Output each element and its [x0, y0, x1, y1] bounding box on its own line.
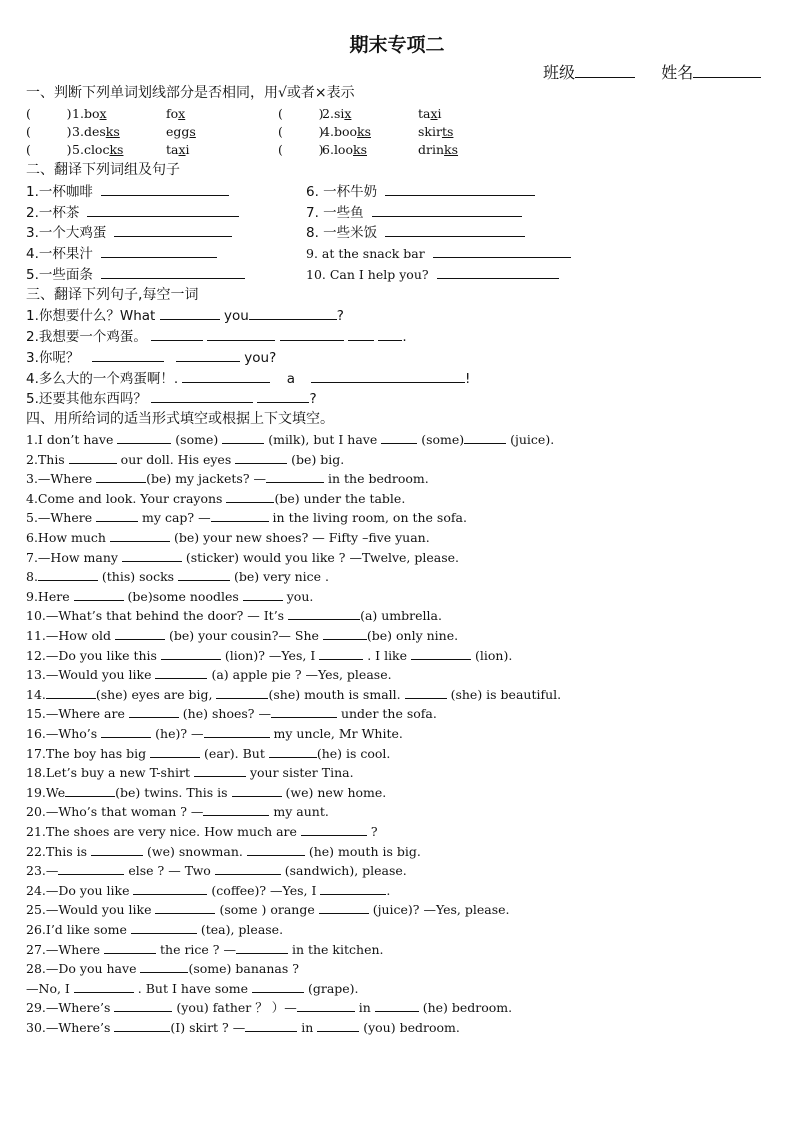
item-text: 13.—Would you like	[26, 667, 156, 683]
item-text: (she) is beautiful.	[446, 686, 562, 702]
item-text: (we) new home.	[281, 784, 387, 800]
item-text: 24.—Do you like	[26, 882, 134, 898]
fill-in-item	[26, 509, 467, 526]
item-text: (tea), please.	[196, 922, 284, 937]
item-text: (coffee)? —Yes, I	[207, 882, 321, 898]
answer-blank[interactable]	[204, 725, 270, 738]
answer-blank[interactable]	[117, 431, 171, 444]
answer-blank[interactable]	[114, 999, 172, 1012]
item-text: 9.Here	[26, 588, 74, 604]
answer-blank[interactable]	[319, 901, 369, 914]
s3-question-3	[26, 349, 276, 366]
answer-blank[interactable]	[269, 745, 317, 758]
item-text: (some)	[417, 432, 465, 447]
item-text: my uncle, Mr White.	[269, 726, 403, 741]
fill-in-item	[26, 901, 510, 918]
item-text: (be) my jackets? —	[146, 471, 267, 487]
item-text: 27.—Where	[26, 941, 105, 957]
translate-item-2	[26, 204, 239, 221]
s3-q4-a: a	[286, 371, 296, 387]
answer-blank[interactable]	[96, 509, 138, 522]
item-text: (be) twins. This is	[115, 784, 232, 800]
fill-in-item	[26, 999, 512, 1016]
item-text: (be) big.	[287, 451, 345, 467]
item-text: in the kitchen.	[287, 941, 384, 957]
answer-blank[interactable]	[378, 328, 402, 341]
answer-blank[interactable]	[69, 451, 117, 464]
item-text: 6. 一杯牛奶	[306, 184, 378, 200]
fill-in-item	[26, 960, 299, 977]
fill-in-item	[26, 862, 407, 879]
answer-blank[interactable]	[372, 204, 522, 217]
section3-heading: 三、翻译下列句子,每空一词	[26, 287, 199, 303]
answer-blank[interactable]	[74, 588, 124, 601]
class-blank[interactable]	[575, 63, 635, 78]
item-text: (he)? —	[151, 726, 204, 741]
item-text: 23.—	[26, 863, 59, 879]
fill-in-item	[26, 647, 512, 664]
item-text: your sister Tina.	[245, 765, 354, 781]
answer-blank[interactable]	[464, 431, 506, 444]
fill-in-item	[26, 568, 329, 585]
item-text: (he) bedroom.	[418, 1000, 513, 1016]
item-text: else ? — Two	[124, 863, 215, 879]
item-text: 12.—Do you like this	[26, 647, 161, 663]
item-text: 1.I don’t have	[26, 432, 118, 447]
answer-blank[interactable]	[411, 647, 471, 660]
item-text: 8. 一些米饭	[306, 225, 378, 241]
fill-in-item	[26, 627, 458, 644]
answer-blank[interactable]	[375, 999, 419, 1012]
translate-item-1	[26, 183, 229, 200]
item-text: under the sofa.	[336, 706, 437, 722]
answer-blank[interactable]	[151, 328, 203, 341]
translate-item-8	[306, 224, 525, 241]
item-text: 10. Can I help you?	[306, 267, 429, 282]
answer-blank[interactable]	[114, 1019, 170, 1032]
item-text: (some) bananas ?	[188, 961, 299, 977]
item-text: (we) snowman.	[143, 843, 247, 859]
item-text: 30.—Where’s	[26, 1020, 115, 1035]
s3-q1-end: ?	[336, 308, 344, 324]
answer-blank[interactable]	[317, 1019, 359, 1032]
item-text: 26.I’d like some	[26, 922, 131, 937]
answer-blank[interactable]	[207, 328, 275, 341]
item-text: (juice).	[506, 432, 555, 447]
item-text: 15.—Where are	[26, 706, 129, 722]
item-text: (lion).	[471, 647, 513, 663]
s3-q2-text: 2.我想要一个鸡蛋。	[26, 329, 147, 345]
answer-blank[interactable]	[222, 431, 264, 444]
judge-paren-blank[interactable]: ( )	[278, 142, 324, 157]
translate-item-10	[306, 266, 559, 283]
underlined-part: x	[344, 106, 352, 121]
translate-item-5	[26, 266, 245, 283]
judge-paren-blank[interactable]: ( )	[26, 106, 72, 121]
translate-item-7	[306, 204, 522, 221]
item-text: .	[386, 882, 391, 898]
judge-word-2: eggs	[166, 124, 196, 139]
underlined-part: ks	[109, 142, 124, 157]
judge-word-1: 4.books	[322, 124, 371, 139]
answer-blank[interactable]	[178, 568, 230, 581]
s3-q3-you: you?	[244, 350, 277, 366]
fill-in-item	[26, 451, 344, 468]
translate-item-3	[26, 224, 232, 241]
fill-in-item	[26, 529, 430, 546]
item-text: 3.—Where	[26, 471, 97, 487]
answer-blank[interactable]	[348, 328, 374, 341]
item-text: (she) eyes are big,	[95, 686, 217, 702]
judge-number: 6.	[322, 142, 334, 157]
item-text: 29.—Where’s	[26, 1000, 115, 1016]
answer-blank[interactable]	[104, 941, 156, 954]
item-text: 21.The shoes are very nice. How much are	[26, 824, 301, 839]
item-text: (be) very nice .	[230, 569, 329, 585]
fill-in-item	[26, 705, 437, 722]
fill-in-item	[26, 803, 329, 820]
underlined-part: ks	[357, 124, 371, 139]
s3-q3-text: 3.你呢？	[26, 350, 80, 366]
item-text: my cap? —	[138, 510, 211, 526]
item-text: 7. 一些鱼	[306, 205, 364, 221]
underlined-part: x	[99, 106, 107, 121]
item-text: . I like	[363, 647, 412, 663]
item-text: (I) skirt ? —	[170, 1020, 246, 1035]
fill-in-item	[26, 588, 313, 605]
answer-blank[interactable]	[115, 627, 165, 640]
underlined-part: ks	[105, 124, 120, 139]
item-text: 20.—Who’s that woman ? —	[26, 804, 204, 820]
answer-blank[interactable]	[245, 1019, 297, 1032]
s3-question-5	[26, 390, 317, 407]
item-text: (some)	[171, 432, 223, 447]
answer-blank[interactable]	[133, 882, 207, 895]
item-text: 18.Let’s buy a new T-shirt	[26, 765, 194, 781]
underlined-part: x	[178, 106, 186, 121]
answer-blank[interactable]	[319, 647, 363, 660]
item-text: 17.The boy has big	[26, 745, 151, 761]
answer-blank[interactable]	[91, 843, 143, 856]
fill-in-item	[26, 882, 390, 899]
item-text: our doll. His eyes	[116, 451, 236, 467]
item-text: 6.How much	[26, 530, 110, 545]
answer-blank[interactable]	[301, 823, 367, 836]
judge-word-1: 1.box	[72, 106, 107, 121]
item-text: —No, I	[26, 980, 74, 996]
item-text: (grape).	[304, 980, 359, 996]
judge-word-1: 5.clocks	[72, 142, 124, 157]
item-text: (a) apple pie ? —Yes, please.	[207, 667, 392, 683]
item-text: the rice ? —	[156, 941, 236, 957]
judge-number: 5.	[72, 142, 84, 157]
judge-paren-blank[interactable]: ( )	[26, 124, 72, 139]
translate-item-9	[306, 245, 571, 262]
answer-blank[interactable]	[101, 183, 229, 196]
judge-word-2: drinks	[418, 142, 459, 157]
name-blank[interactable]	[693, 63, 761, 78]
judge-number: 2.	[322, 106, 334, 121]
item-text: in the living room, on the sofa.	[268, 510, 467, 526]
class-label: 班级	[543, 63, 576, 82]
item-text: 4.一杯果汁	[26, 246, 93, 262]
answer-blank[interactable]	[87, 204, 239, 217]
fill-in-item	[26, 823, 378, 840]
judge-word-1: 2.six	[322, 106, 352, 121]
item-text: 22.This is	[26, 843, 92, 859]
item-text: 11.—How old	[26, 628, 115, 643]
answer-blank[interactable]	[155, 901, 215, 914]
item-text: (he) mouth is big.	[304, 843, 421, 859]
item-text: ?	[366, 824, 378, 839]
class-name-line	[543, 60, 761, 83]
item-text: 8.	[26, 569, 38, 585]
answer-blank[interactable]	[280, 328, 344, 341]
fill-in-item	[26, 784, 386, 801]
answer-blank[interactable]	[232, 784, 282, 797]
answer-blank[interactable]	[182, 370, 270, 383]
answer-blank[interactable]	[176, 349, 240, 362]
fill-in-item	[26, 764, 354, 781]
answer-blank[interactable]	[129, 705, 179, 718]
s3-q5-end: ?	[309, 391, 317, 407]
translate-item-6	[306, 183, 535, 200]
answer-blank[interactable]	[249, 307, 337, 320]
answer-blank[interactable]	[216, 686, 268, 699]
answer-blank[interactable]	[405, 686, 447, 699]
item-text: 3.一个大鸡蛋	[26, 225, 107, 241]
item-text: 25.—Would you like	[26, 902, 156, 918]
fill-in-item	[26, 725, 403, 742]
answer-blank[interactable]	[96, 470, 146, 483]
item-text: 5.一些面条	[26, 267, 93, 283]
answer-blank[interactable]	[297, 999, 355, 1012]
item-text: 19.We	[26, 784, 66, 800]
answer-blank[interactable]	[160, 307, 220, 320]
answer-blank[interactable]	[257, 390, 309, 403]
s3-q4-text: 4.多么大的一个鸡蛋啊！.	[26, 371, 179, 387]
answer-blank[interactable]	[288, 607, 360, 620]
answer-blank[interactable]	[101, 245, 217, 258]
s3-q5-text: 5.还要其他东西吗？	[26, 391, 147, 407]
answer-blank[interactable]	[271, 705, 337, 718]
fill-in-item	[26, 607, 442, 624]
answer-blank[interactable]	[211, 509, 269, 522]
item-text: (this) socks	[97, 569, 179, 585]
name-label: 姓名	[661, 63, 694, 82]
fill-in-item	[26, 1019, 460, 1036]
item-text: 14.	[26, 686, 46, 702]
fill-in-item	[26, 549, 459, 566]
s3-question-4	[26, 370, 470, 387]
judge-word-2: fox	[166, 106, 186, 121]
fill-in-item	[26, 921, 283, 938]
item-text: 5.—Where	[26, 510, 97, 526]
judge-paren-blank[interactable]: ( )	[278, 106, 324, 121]
item-text: in	[297, 1020, 318, 1035]
fill-in-item	[26, 745, 390, 762]
item-text: (he) is cool.	[316, 745, 391, 761]
item-text: in the bedroom.	[324, 471, 429, 487]
answer-blank[interactable]	[140, 960, 188, 973]
answer-blank[interactable]	[235, 451, 287, 464]
answer-blank[interactable]	[92, 349, 164, 362]
s3-q1-text: 1.你想要什么？What	[26, 308, 156, 324]
answer-blank[interactable]	[433, 245, 571, 258]
item-text: (be) only nine.	[366, 628, 459, 643]
item-text: (ear). But	[200, 745, 269, 761]
item-text: 2.一杯茶	[26, 205, 80, 221]
answer-blank[interactable]	[437, 266, 559, 279]
fill-in-item	[26, 941, 384, 958]
answer-blank[interactable]	[320, 882, 386, 895]
judge-number: 3.	[72, 124, 84, 139]
answer-blank[interactable]	[226, 490, 274, 503]
item-text: (a) umbrella.	[360, 608, 442, 624]
answer-blank[interactable]	[58, 862, 124, 875]
judge-paren-blank[interactable]: ( )	[26, 142, 72, 157]
item-text: 16.—Who’s	[26, 726, 102, 741]
answer-blank[interactable]	[46, 686, 96, 699]
answer-blank[interactable]	[150, 745, 200, 758]
s3-question-1	[26, 307, 344, 324]
judge-number: 4.	[322, 124, 334, 139]
item-text: in	[354, 1000, 375, 1016]
item-text: 7.—How many	[26, 549, 122, 565]
answer-blank[interactable]	[203, 803, 269, 816]
item-text: you.	[282, 588, 314, 604]
fill-in-item	[26, 470, 429, 487]
item-text: (she) mouth is small.	[268, 686, 405, 702]
judge-word-2: taxi	[418, 106, 442, 121]
underlined-part: s	[189, 124, 196, 139]
answer-blank[interactable]	[155, 666, 207, 679]
answer-blank[interactable]	[236, 941, 288, 954]
fill-in-item	[26, 980, 359, 997]
item-text: (juice)? —Yes, please.	[368, 902, 510, 918]
s3-q4-end: !	[465, 371, 471, 387]
answer-blank[interactable]	[38, 568, 98, 581]
s3-q2-end: .	[402, 329, 407, 345]
item-text: (milk), but I have	[264, 432, 382, 447]
item-text: my aunt.	[269, 804, 329, 820]
answer-blank[interactable]	[65, 784, 115, 797]
answer-blank[interactable]	[131, 921, 197, 934]
answer-blank[interactable]	[110, 529, 170, 542]
answer-blank[interactable]	[215, 862, 281, 875]
answer-blank[interactable]	[151, 390, 253, 403]
fill-in-item	[26, 431, 554, 448]
item-text: 4.Come and look. Your crayons	[26, 490, 227, 506]
underlined-part: x	[178, 142, 186, 157]
answer-blank[interactable]	[74, 980, 134, 993]
answer-blank[interactable]	[381, 431, 417, 444]
answer-blank[interactable]	[252, 980, 304, 993]
fill-in-item	[26, 686, 561, 703]
underlined-part: x	[430, 106, 438, 121]
item-text: (be) your new shoes? — Fifty –five yuan.	[169, 530, 430, 545]
answer-blank[interactable]	[243, 588, 283, 601]
item-text: . But I have some	[133, 980, 252, 996]
item-text: 9. at the snack bar	[306, 246, 425, 261]
answer-blank[interactable]	[247, 843, 305, 856]
answer-blank[interactable]	[194, 764, 246, 777]
section4-heading: 四、用所给词的适当形式填空或根据上下文填空。	[26, 411, 334, 427]
judge-word-2: skirts	[418, 124, 454, 139]
judge-paren-blank[interactable]: ( )	[278, 124, 324, 139]
underlined-part: ks	[353, 142, 367, 157]
fill-in-item	[26, 666, 392, 683]
item-text: 28.—Do you have	[26, 961, 141, 977]
page-title: 期末专项二	[349, 34, 445, 56]
answer-blank[interactable]	[377, 370, 465, 383]
answer-blank[interactable]	[101, 725, 151, 738]
item-text: 10.—What’s that behind the door? — It’s	[26, 608, 289, 624]
item-text: 1.一杯咖啡	[26, 184, 93, 200]
item-text: (be) your cousin?— She	[164, 628, 323, 643]
judge-word-2: taxi	[166, 142, 190, 157]
answer-blank[interactable]	[122, 549, 182, 562]
answer-blank[interactable]	[311, 370, 377, 383]
s3-question-2	[26, 328, 407, 345]
item-text: (he) shoes? —	[178, 706, 271, 722]
answer-blank[interactable]	[161, 647, 221, 660]
answer-blank[interactable]	[266, 470, 324, 483]
item-text: (you) bedroom.	[359, 1020, 460, 1035]
judge-number: 1.	[72, 106, 84, 121]
item-text: (be)some noodles	[123, 588, 243, 604]
item-text: (lion)? —Yes, I	[220, 647, 320, 663]
item-text: (you) father ？ ）—	[172, 1000, 297, 1016]
answer-blank[interactable]	[323, 627, 367, 640]
answer-blank[interactable]	[385, 183, 535, 196]
item-text: 2.This	[26, 451, 69, 467]
item-text: (sandwich), please.	[280, 863, 407, 879]
item-text: (some ) orange	[215, 902, 319, 918]
underlined-part: ks	[444, 142, 459, 157]
answer-blank[interactable]	[114, 224, 232, 237]
judge-word-1: 3.desks	[72, 124, 120, 139]
section2-heading: 二、翻译下列词组及句子	[26, 162, 180, 178]
fill-in-item	[26, 490, 405, 507]
translate-item-4	[26, 245, 217, 262]
answer-blank[interactable]	[101, 266, 245, 279]
item-text: (sticker) would you like ? —Twelve, please.	[181, 549, 460, 565]
section1-heading: 一、判断下列单词划线部分是否相同，用√或者×表示	[26, 85, 355, 101]
answer-blank[interactable]	[385, 224, 525, 237]
fill-in-item	[26, 843, 421, 860]
item-text: (be) under the table.	[274, 490, 406, 506]
judge-word-1: 6.looks	[322, 142, 367, 157]
underlined-part: ts	[441, 124, 454, 139]
s3-q1-you: you	[223, 308, 249, 324]
